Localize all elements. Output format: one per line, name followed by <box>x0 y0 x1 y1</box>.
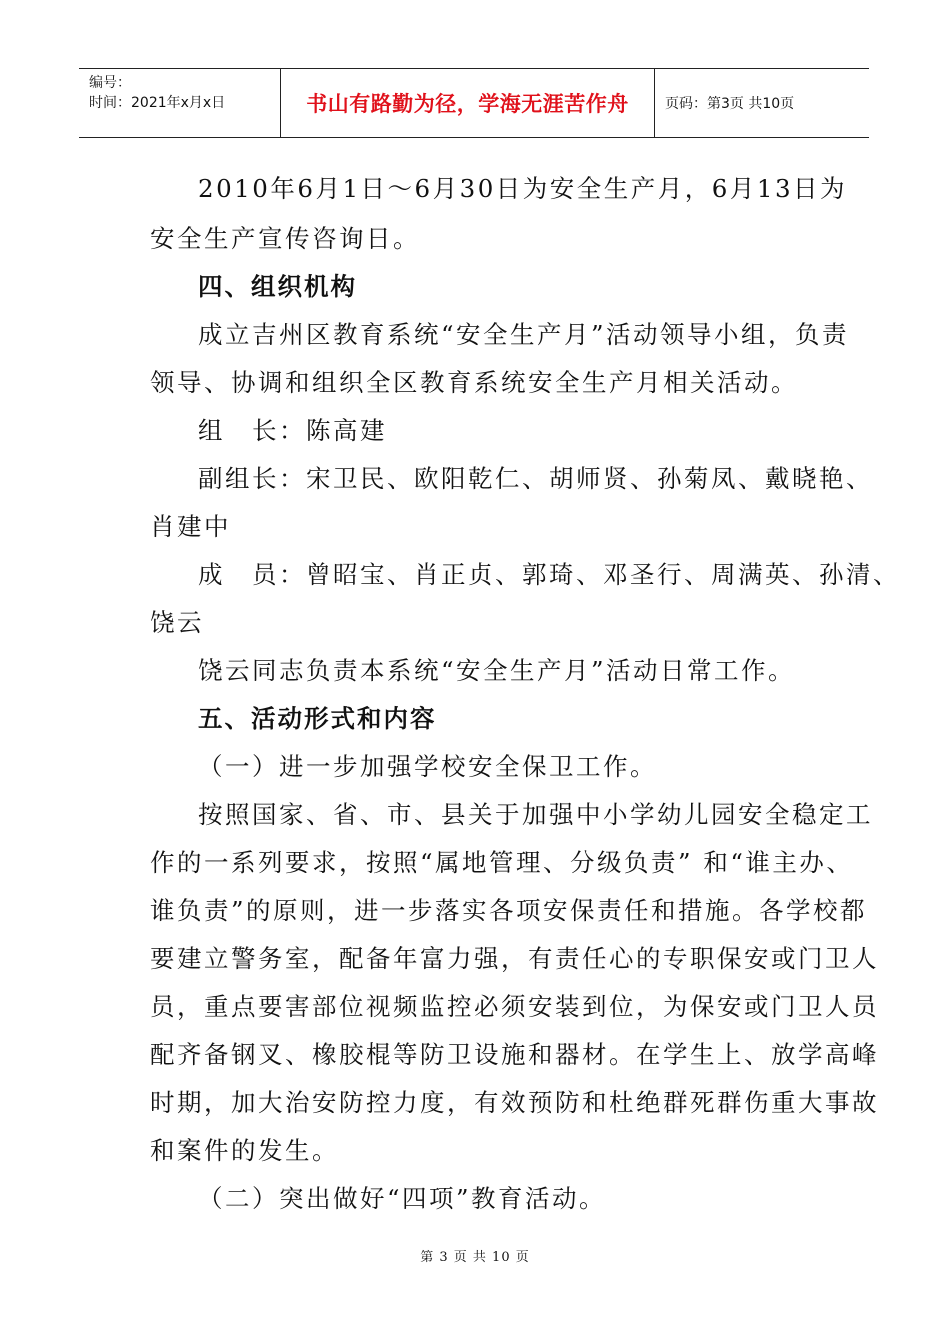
section-heading-5: 五、活动形式和内容 <box>198 704 437 733</box>
leader-line: 组 长：陈高建 <box>198 416 387 445</box>
paragraph-line: 饶云同志负责本系统“安全生产月”活动日常工作。 <box>198 656 796 685</box>
paragraph-line: 配齐备钢叉、橡胶棍等防卫设施和器材。在学生上、放学高峰 <box>150 1040 879 1069</box>
paragraph-line: 饶云 <box>150 608 204 637</box>
document-header <box>79 68 869 138</box>
paragraph-line: 员，重点要害部位视频监控必须安装到位，为保安或门卫人员 <box>150 992 879 1021</box>
paragraph-line: 谁负责”的原则，进一步落实各项安保责任和措施。各学校都 <box>150 896 868 925</box>
deputy-leader-line: 副组长：宋卫民、欧阳乾仁、胡师贤、孙菊凤、戴晓艳、 <box>198 464 873 493</box>
number-label: 编号： <box>89 75 131 91</box>
header-meta <box>79 69 281 137</box>
paragraph-line: 安全生产宣传咨询日。 <box>150 224 420 253</box>
paragraph-line: 和案件的发生。 <box>150 1136 339 1165</box>
members-line: 成 员：曾昭宝、肖正贞、郭琦、邓圣行、周满英、孙清、 <box>198 560 900 589</box>
subsection-heading: （二）突出做好“四项”教育活动。 <box>198 1184 607 1213</box>
paragraph-line: 2010年6月1日～6月30日为安全生产月，6月13日为 <box>198 174 848 203</box>
paragraph-line: 要建立警务室，配备年富力强，有责任心的专职保安或门卫人 <box>150 944 879 973</box>
paragraph-line: 按照国家、省、市、县关于加强中小学幼儿园安全稳定工 <box>198 800 873 829</box>
section-heading-4: 四、组织机构 <box>198 272 357 301</box>
page-footer: 第 3 页 共 10 页 <box>420 1250 530 1265</box>
paragraph-line: 时期，加大治安防控力度，有效预防和杜绝群死群伤重大事故 <box>150 1088 879 1117</box>
header-page-label: 页码：第3页 共10页 <box>665 96 795 112</box>
paragraph-line: 肖建中 <box>150 512 231 541</box>
paragraph-line: 作的一系列要求，按照“属地管理、分级负责” 和“谁主办、 <box>150 848 854 877</box>
subsection-heading: （一）进一步加强学校安全保卫工作。 <box>198 752 657 781</box>
paragraph-line: 成立吉州区教育系统“安全生产月”活动领导小组，负责 <box>198 320 850 349</box>
paragraph-line: 领导、协调和组织全区教育系统安全生产月相关活动。 <box>150 368 798 397</box>
header-motto: 书山有路勤为径，学海无涯苦作舟 <box>281 69 655 137</box>
time-label: 时间：2021年x月x日 <box>89 95 226 111</box>
